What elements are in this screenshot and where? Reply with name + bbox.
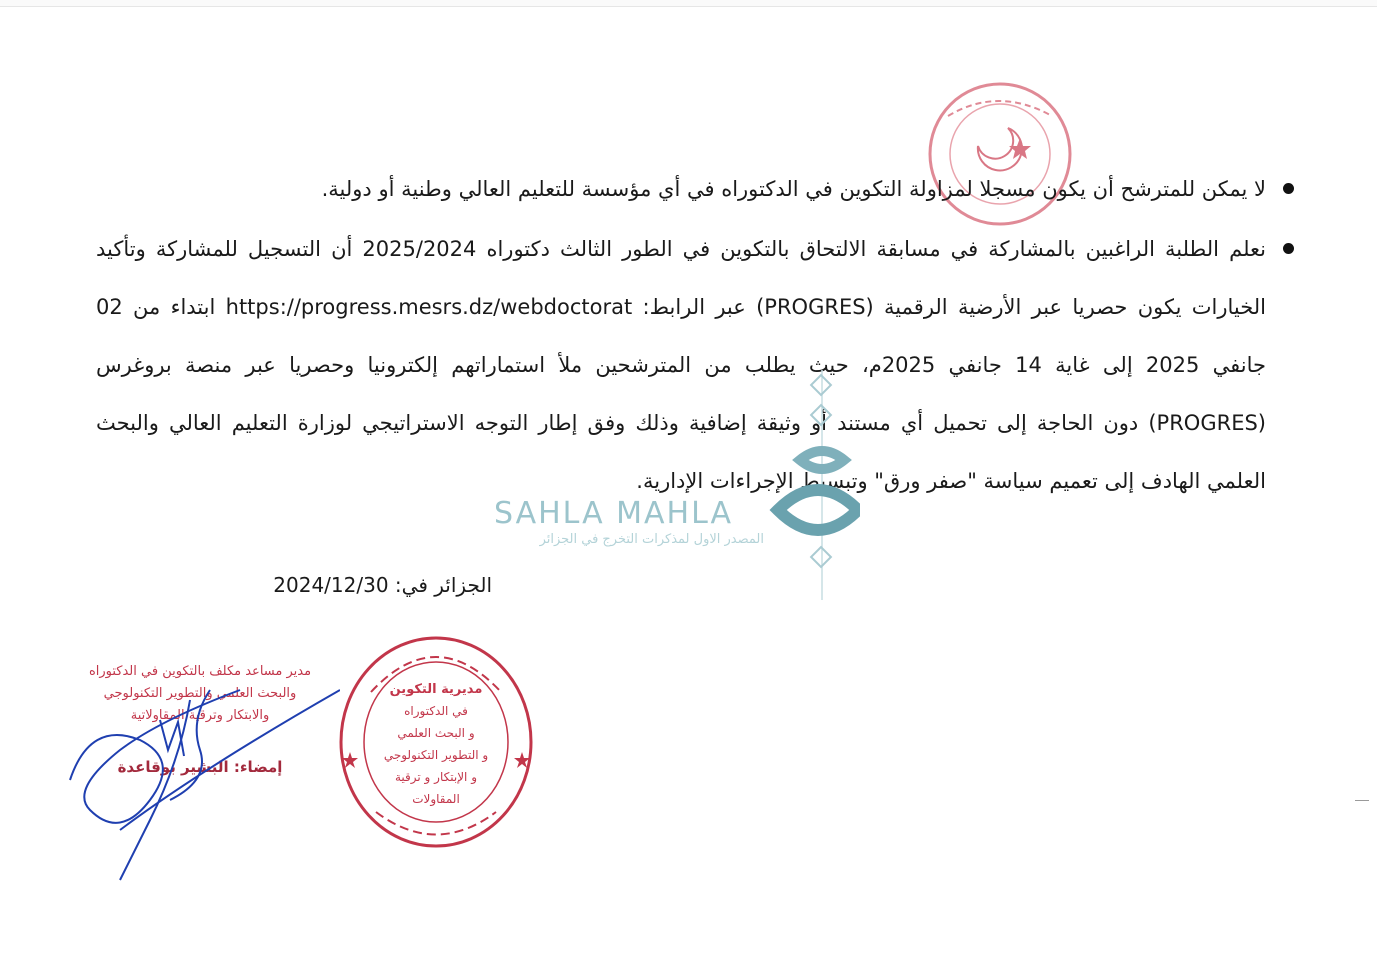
signature-title-line-2: والبحث العلمي والتطوير التكنولوجي: [103, 686, 297, 701]
stamp-line-1: مديرية التكوين: [389, 682, 483, 697]
watermark-title: SAHLA MAHLA: [494, 496, 734, 531]
signature-block: [40, 660, 340, 900]
signature-name: إمضاء: البشير بوقاعدة: [117, 758, 283, 776]
date-place-line: الجزائر في: 2024/12/30: [273, 573, 492, 597]
bullet-dot: [1283, 183, 1294, 194]
watermark-subtitle: المصدر الاول لمذكرات التخرج في الجزائر: [539, 532, 764, 547]
stamp-line-2: في الدكتوراه: [404, 704, 468, 718]
watermark: [470, 370, 890, 610]
signature-title-line-3: والابتكار وترقية المقاولاتية: [130, 708, 270, 723]
stamp-line-3: و البحث العلمي: [397, 726, 475, 740]
stamp-line-6: المقاولات: [412, 792, 460, 806]
handwritten-signature-icon: [40, 660, 340, 900]
bullet-text-1: لا يمكن للمترشح أن يكون مسجلا لمزاولة التكوين في الدكتوراه في أي مؤسسة للتعليم العالي وطنية أو دولية.: [321, 177, 1266, 201]
bullet-text-2b: ابتداء من 02 جانفي 2025 إلى غاية 14 جانفي 2025م، حيث يطلب من المترشحين ملأ استماراتهم إلكترونيا وحصريا عبر منصة بروغرس (PROGRES) دون الحاجة إلى تحميل أي مستند أو وثيقة إضافية وذلك وفق إطار التوجه الاستراتيجي لوزارة التعليم العالي والبحث العلمي الهادف إلى تعميم سياسة "صفر ورق" وتبسيط الإجراءات الإدارية.: [96, 295, 1266, 493]
margin-mark: [1355, 800, 1369, 801]
bullet-text-2a: نعلم الطلبة الراغبين بالمشاركة في مسابقة الالتحاق بالتكوين في الطور الثالث دكتوراه 2025/2024 أن التسجيل للمشاركة وتأكيد الخيارات يكون حصريا عبر الأرضية الرقمية (PROGRES) عبر الرابط:: [96, 237, 1266, 319]
watermark-logo-icon: [760, 370, 860, 610]
signature-title-line-1: مدير مساعد مكلف بالتكوين في الدكتوراه: [88, 664, 312, 679]
progres-link[interactable]: https://progress.mesrs.dz/webdoctorat: [225, 295, 633, 319]
bullet-dot: [1283, 243, 1294, 254]
bullet-item-1: [96, 160, 1296, 218]
page-top-edge: [0, 0, 1377, 7]
stamp-line-5: و الإبتكار و ترقية: [394, 770, 477, 784]
stamp-line-4: و التطوير التكنولوجي: [383, 748, 489, 762]
